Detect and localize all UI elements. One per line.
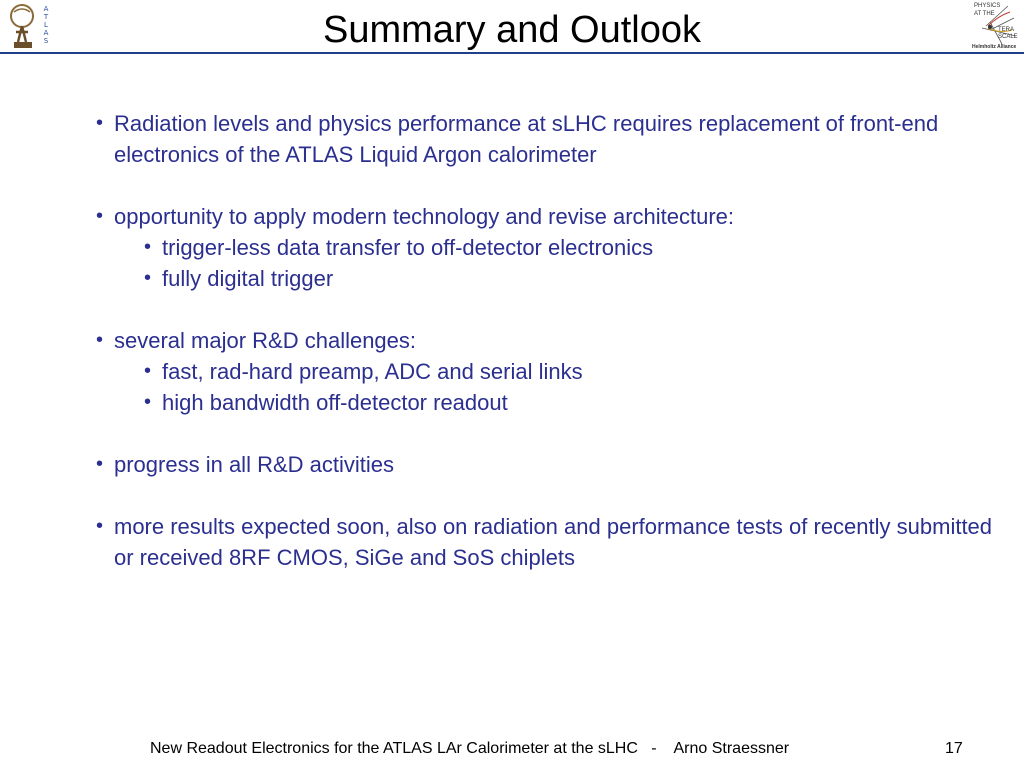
atlas-letter: L [44,21,48,29]
sub-bullet-item [96,356,996,387]
atlas-letter: A [43,5,49,13]
sub-bullet-text: trigger-less data transfer to off-detector electronics [162,235,654,260]
bullet-text: progress in all R&D activities [114,452,394,477]
bullet-text: Radiation levels and physics performance at sLHC requires replacement of front-end electronics of the ATLAS Liquid Argon calorimeter [114,111,939,167]
terascale-line: TERA [998,27,1015,33]
bullet-item [96,108,996,170]
bullet-item [96,201,996,232]
terascale-logo [968,0,1022,52]
bullet-glyph: • [144,236,152,258]
footer-text: New Readout Electronics for the ATLAS LAr Calorimeter at the sLHC - Arno Straessner [150,740,790,757]
bullet-text: opportunity to apply modern technology and revise architecture: [114,204,735,229]
atlas-letter: S [43,37,49,45]
bullet-item [96,325,996,356]
atlas-letter: T [43,13,49,21]
bullet-glyph: • [144,267,152,289]
bullet-glyph: • [96,112,104,134]
bullet-glyph: • [144,391,152,413]
bullet-item [96,449,996,480]
bullet-text: several major R&D challenges: [114,328,417,353]
bullet-text: more results expected soon, also on radiation and performance tests of recently submitted or received 8RF CMOS, SiGe and SoS chiplets [114,514,993,570]
terascale-line: Helmholtz Alliance [972,44,1017,50]
sub-bullet-item [96,263,996,294]
bullet-glyph: • [96,205,104,227]
slide-title: Summary and Outlook [322,9,702,51]
sub-bullet-item [96,232,996,263]
sub-bullet-text: high bandwidth off-detector readout [162,390,508,415]
title-divider [0,52,1024,54]
terascale-line: AT THE [974,11,995,17]
bullet-glyph: • [96,515,104,537]
slide-body [96,108,996,573]
atlas-letter: A [43,29,49,37]
sub-bullet-text: fast, rad-hard preamp, ADC and serial links [162,359,583,384]
bullet-glyph: • [144,360,152,382]
page-number: 17 [945,740,963,757]
sub-bullet-item [96,387,996,418]
terascale-line: PHYSICS [974,3,1001,9]
terascale-line: SCALE [998,34,1018,40]
bullet-glyph: • [96,329,104,351]
bullet-glyph: • [96,453,104,475]
sub-bullet-text: fully digital trigger [162,266,334,291]
bullet-item [96,511,996,573]
